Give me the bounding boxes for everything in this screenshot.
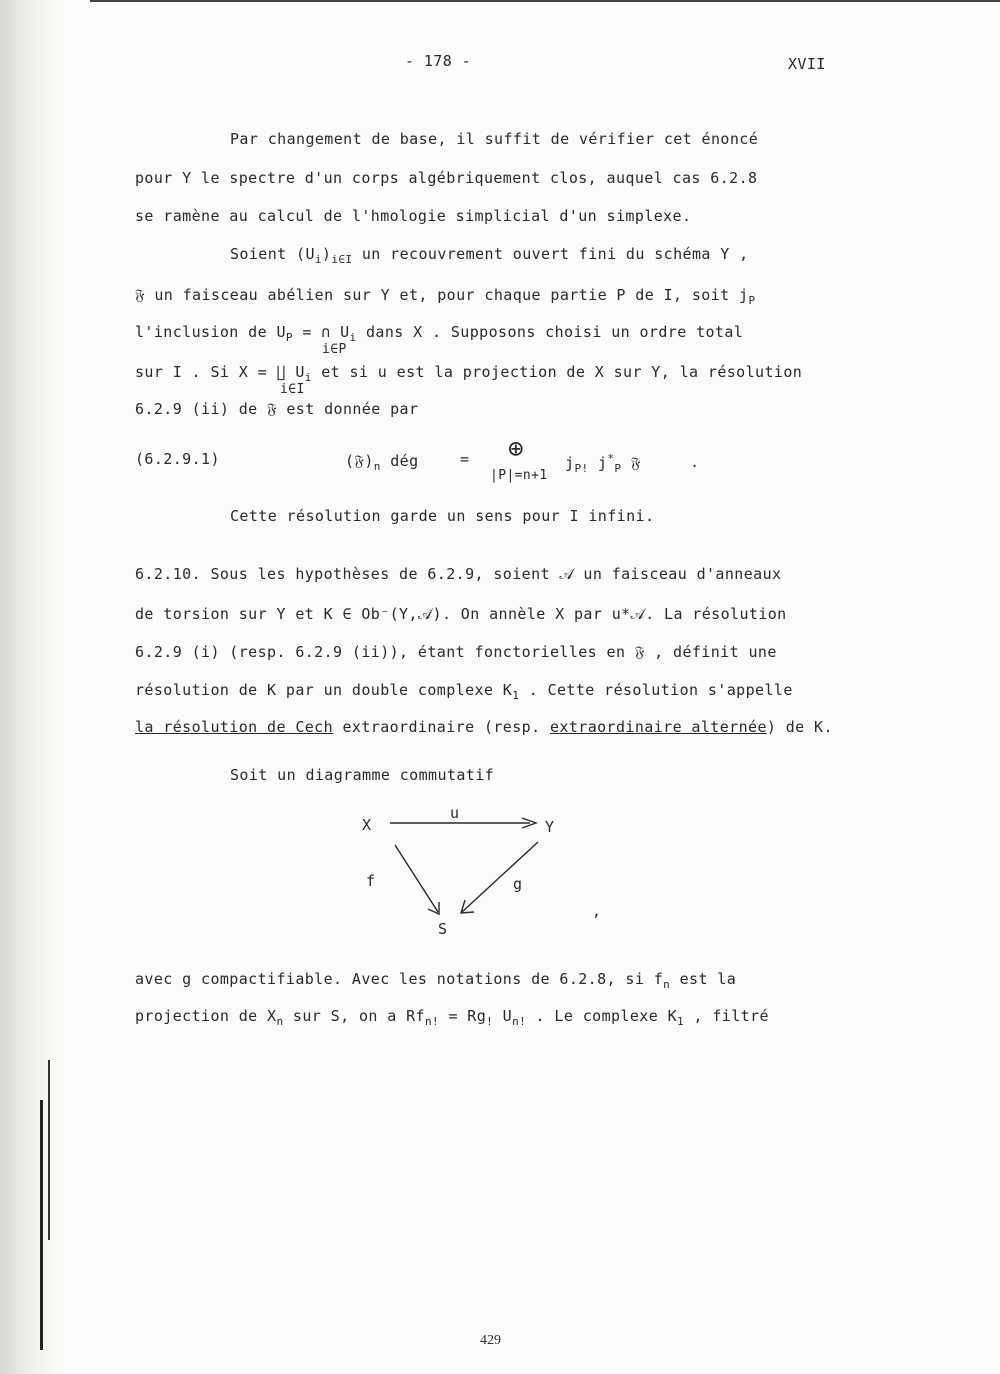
label-g: g <box>513 875 523 893</box>
node-Y: Y <box>545 818 555 836</box>
text-line: se ramène au calcul de l'hmologie simplicial d'un simplexe. <box>135 207 692 225</box>
page-spine-shadow <box>0 0 60 1374</box>
text-line: 6.2.9 (ii) de 𝔉 est donnée par <box>135 400 419 418</box>
node-S: S <box>438 920 448 938</box>
text-line: la résolution de Cech extraordinaire (resp. extraordinaire alternée) de K. <box>135 718 833 736</box>
label-f: f <box>366 872 376 890</box>
equation-period: . <box>690 453 700 471</box>
commutative-diagram <box>340 800 620 950</box>
text-line: sur I . Si X = ∐ $U_i$ et si u est la projection de X sur Y, la résolution <box>135 363 803 384</box>
underlined-term: extraordinaire alternée <box>549 718 767 736</box>
text-line: Soit un diagramme commutatif <box>230 766 495 784</box>
equation-label: (6.2.9.1) <box>135 450 220 468</box>
equals-sign: = <box>460 450 470 468</box>
equation-rhs: $j_{P!}$ $j^*_P$ 𝔉 <box>565 452 641 475</box>
underlined-term: la résolution de Cech <box>135 718 334 736</box>
text-line: 6.2.9 (i) (resp. 6.2.9 (ii)), étant fonctorielles en 𝔉 , définit une <box>135 643 777 661</box>
text-line: 6.2.10. Sous les hypothèses de 6.2.9, soient 𝒜 un faisceau d'anneaux <box>135 565 782 583</box>
node-X: X <box>362 816 372 834</box>
text-line: projection de $X_n$ sur S, on a $Rf_{n!} = Rg_!$ $U_{n!}$ . Le complexe $K_1$ , filtré <box>135 1007 769 1028</box>
page-number: 429 <box>480 1333 501 1348</box>
text-line: résolution de K par un double complexe $K_1$ . Cette résolution s'appelle <box>135 681 793 702</box>
arrow-f <box>395 845 438 912</box>
text-line: Par changement de base, il suffit de vérifier cet énoncé <box>230 130 759 148</box>
sum-index: |P|=n+1 <box>490 468 548 483</box>
equation-lhs: $(𝔉)_n$ dég <box>345 452 419 473</box>
text-line: l'inclusion de $U_P$ = ∩ $U_i$ dans X . Supposons choisi un ordre total <box>135 323 744 344</box>
page-top-edge <box>90 0 1000 8</box>
text-line: 𝔉 un faisceau abélien sur Y et, pour chaque partie P de I, soit $j_P$ <box>135 286 756 307</box>
text-line: Soient $(U_i)_{i\in I}$ un recouvrement ouvert fini du schéma Y , <box>230 245 749 266</box>
text-line: de torsion sur Y et K ∈ Ob⁻(Y,𝒜). On annèle X par u*𝒜. La résolution <box>135 605 787 623</box>
diagram-comma: , <box>592 902 602 920</box>
coproduct-index: i∈I <box>280 382 305 397</box>
direct-sum-symbol: ⊕ <box>508 434 525 464</box>
chapter-number: XVII <box>788 55 826 73</box>
text-line: avec g compactifiable. Avec les notations de 6.2.8, si $f_n$ est la <box>135 970 737 991</box>
binding-edge-mark <box>40 1100 43 1350</box>
page-marker: - 178 - <box>405 52 472 70</box>
binding-edge-mark <box>48 1060 50 1240</box>
arrow-g <box>462 842 538 912</box>
intersection-index: i∈P <box>322 342 347 357</box>
text-line: Cette résolution garde un sens pour I infini. <box>230 507 655 525</box>
text-line: pour Y le spectre d'un corps algébriquement clos, auquel cas 6.2.8 <box>135 169 758 187</box>
label-u: u <box>450 804 460 822</box>
